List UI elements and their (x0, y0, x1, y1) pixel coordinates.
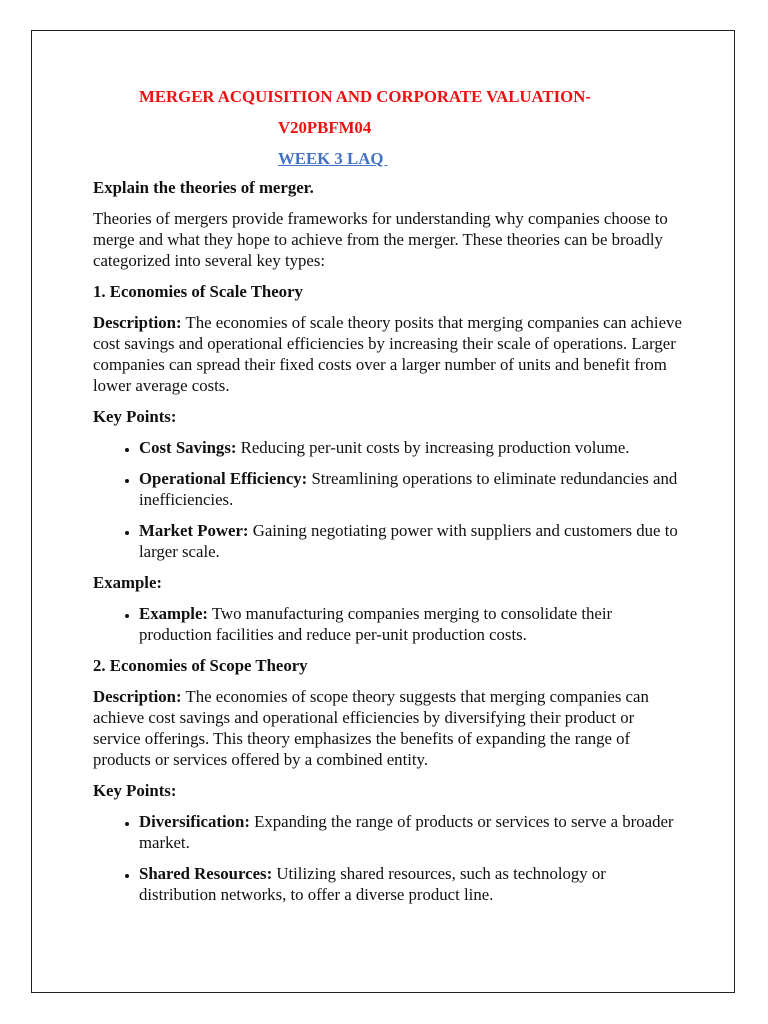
section-heading: 1. Economies of Scale Theory (93, 282, 303, 301)
description-text: The economies of scale theory posits that merging companies can achieve cost savings and operational efficiencies by increasing their scale of operations. Larger companies can spread their fixed costs over a larger number of units and benefit from lower average costs. (93, 313, 682, 395)
list-item-label: Diversification: (139, 812, 250, 831)
description-text: The economies of scope theory suggests that merging companies can achieve cost savings and operational efficiencies by diversifying their product or service offerings. This theory emphasizes the benefits of expanding the range of products or services offered by a combined entity. (93, 687, 649, 769)
list-item-text: Gaining negotiating power with suppliers and customers due to larger scale. (139, 521, 678, 561)
list-item-text: Utilizing shared resources, such as technology or distribution networks, to offer a diverse product line. (139, 864, 606, 904)
week-link[interactable]: WEEK 3 LAQ (278, 149, 388, 168)
list-item-label: Operational Efficiency: (139, 469, 308, 488)
list-item (139, 603, 683, 645)
course-code: V20PBFM04 (278, 118, 372, 137)
key-points-heading: Key Points: (93, 407, 177, 426)
question-heading: Explain the theories of merger. (93, 178, 314, 197)
key-points-list (93, 437, 683, 562)
example-heading: Example: (93, 573, 162, 592)
document-body (93, 86, 683, 905)
list-item-label: Shared Resources: (139, 864, 273, 883)
key-points-list (93, 811, 683, 905)
examples-list (93, 603, 683, 645)
list-item-text: Expanding the range of products or services to serve a broader market. (139, 812, 674, 852)
intro-paragraph: Theories of mergers provide frameworks for understanding why companies choose to merge and what they hope to achieve from the merger. These theories can be broadly categorized into several key types: (93, 209, 668, 270)
list-item-text: Two manufacturing companies merging to consolidate their production facilities and reduce per-unit production costs. (139, 604, 613, 644)
list-item-label: Cost Savings: (139, 438, 237, 457)
list-item-text: Streamlining operations to eliminate redundancies and inefficiencies. (139, 469, 678, 509)
description-paragraph (93, 686, 683, 770)
description-paragraph (93, 312, 683, 396)
document-title: MERGER ACQUISITION AND CORPORATE VALUATION- (139, 87, 591, 106)
list-item-label: Example: (139, 604, 208, 623)
list-item (139, 863, 683, 905)
list-item (139, 811, 683, 853)
list-item (139, 468, 683, 510)
list-item-label: Market Power: (139, 521, 249, 540)
description-label: Description: (93, 687, 182, 706)
key-points-heading: Key Points: (93, 781, 177, 800)
list-item (139, 520, 683, 562)
list-item (139, 437, 683, 458)
description-label: Description: (93, 313, 182, 332)
section-heading: 2. Economies of Scope Theory (93, 656, 308, 675)
list-item-text: Reducing per-unit costs by increasing production volume. (236, 438, 630, 457)
